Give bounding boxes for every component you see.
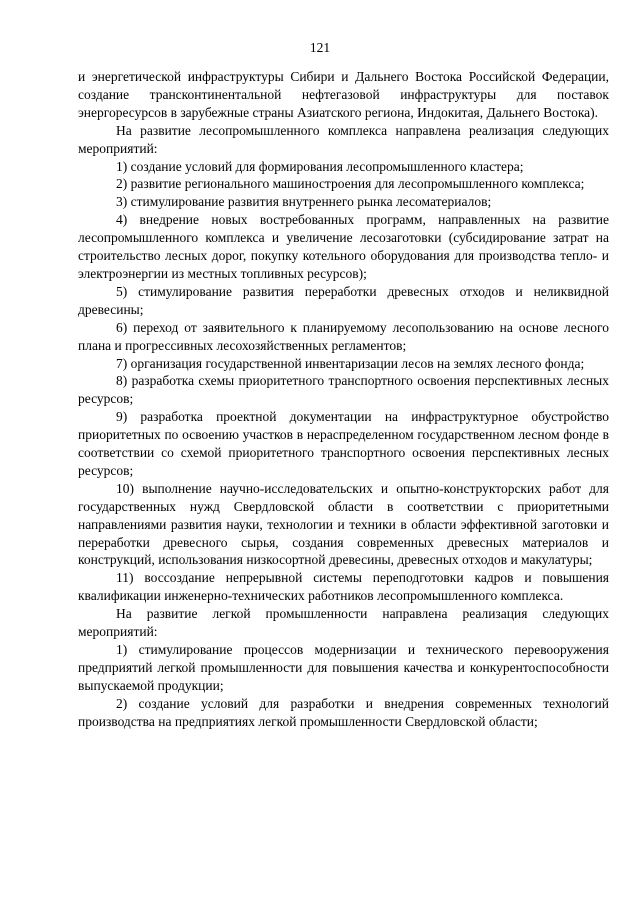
paragraph: 1) создание условий для формирования лесопромышленного кластера; xyxy=(116,158,524,174)
paragraph: 11) воссоздание непрерывной системы переподготовки кадров и повышения квалификации инженерно-технических работников лесопромышленного комплекса. xyxy=(78,570,609,604)
paragraph: 2) создание условий для разработки и внедрения современных технологий производства на предприятиях легкой промышленности Свердловской области; xyxy=(78,695,609,729)
body-text xyxy=(78,68,609,731)
paragraph: 1) стимулирование процессов модернизации и технического перевооружения предприятий легкой промышленности для повышения качества и конкурентоспособности выпускаемой продукции; xyxy=(78,642,609,693)
paragraph: На развитие лесопромышленного комплекса направлена реализация следующих мероприятий: xyxy=(78,122,609,156)
paragraph: 8) разработка схемы приоритетного транспортного освоения перспективных лесных ресурсов; xyxy=(78,373,609,407)
paragraph: На развитие легкой промышленности направлена реализация следующих мероприятий: xyxy=(78,606,609,640)
paragraph: 6) переход от заявительного к планируемому лесопользованию на основе лесного плана и прогрессивных лесохозяйственных регламентов; xyxy=(78,319,609,353)
paragraph: 9) разработка проектной документации на инфраструктурное обустройство приоритетных по освоению участков в нераспределенном государственном лесном фонде в соответствии со схемой приоритетного транспортного освоения перспективных лесных ресурсов; xyxy=(78,409,609,478)
page-number: 121 xyxy=(309,40,331,55)
paragraph: 7) организация государственной инвентаризации лесов на землях лесного фонда; xyxy=(116,355,585,371)
paragraph: и энергетической инфраструктуры Сибири и Дальнего Востока Российской Федерации, создание трансконтинентальной нефтегазовой инфраструктуры для поставок энергоресурсов в зарубежные страны Азиатского региона, Индокитая, Дальнего Востока). xyxy=(78,69,609,120)
paragraph: 3) стимулирование развития внутреннего рынка лесоматериалов; xyxy=(116,194,492,210)
paragraph: 2) развитие регионального машиностроения для лесопромышленного комплекса; xyxy=(116,176,585,192)
paragraph: 4) внедрение новых востребованных программ, направленных на развитие лесопромышленного комплекса и увеличение лесозаготовки (субсидирование затрат на строительство лесных дорог, покупку котельного оборудования для производства тепло- и электроэнергии из местных топливных ресурсов); xyxy=(78,212,609,281)
paragraph: 10) выполнение научно-исследовательских и опытно-конструкторских работ для государственных нужд Свердловской области в соответствии с приоритетными направлениями развития науки, технологии и техники в области эффективной заготовки и переработки древесного сырья, создания современных древесных материалов и конструкций, использования низкосортной древесины, древесных отходов и макулатуры; xyxy=(78,480,609,568)
paragraph: 5) стимулирование развития переработки древесных отходов и неликвидной древесины; xyxy=(78,283,609,317)
